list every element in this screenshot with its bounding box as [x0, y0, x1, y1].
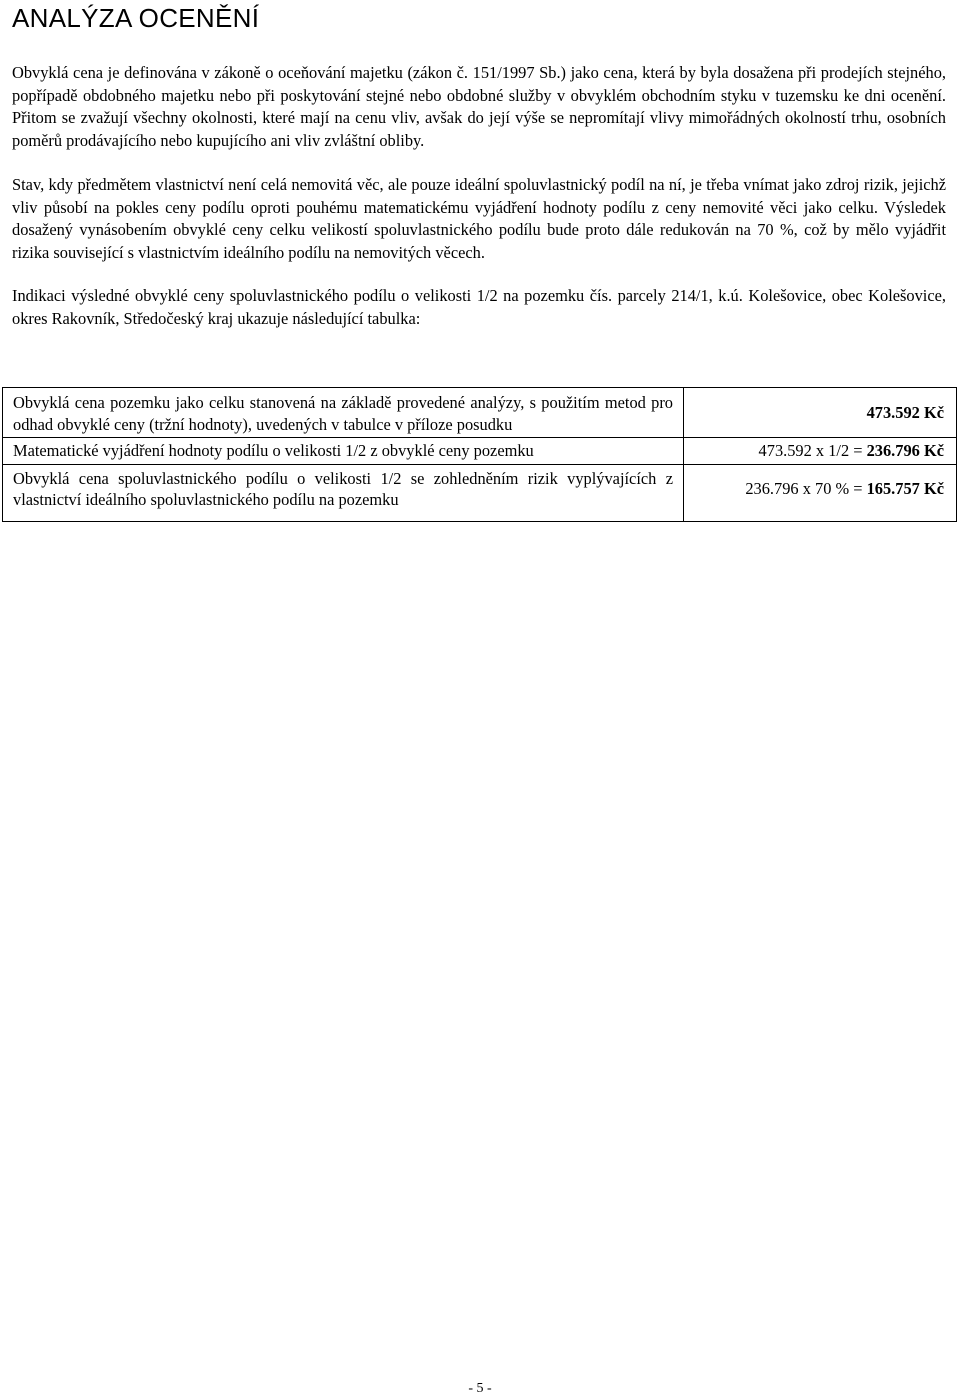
paragraph-definition: Obvyklá cena je definována v zákoně o oceňování majetku (zákon č. 151/1997 Sb.) jako cena, která by byla dosažena při prodejích stejného, popřípadě obdobného majetku nebo při poskytování stejné nebo obdobné služby v obvyklém obchodním styku v tuzemsku ke dni ocenění. Přitom se zvažují všechny okolnosti, které mají na cenu vliv, avšak do její výše se nepromítají vlivy mimořádných okolností trhu, osobních poměrů prodávajícího nebo kupujícího ani vliv zvláštní obliby. — [12, 63, 946, 150]
table-cell-description: Matematické vyjádření hodnoty podílu o velikosti 1/2 z obvyklé ceny pozemku — [3, 438, 684, 465]
value-result: 236.796 Kč — [866, 441, 944, 460]
value-result: 165.757 Kč — [866, 479, 944, 499]
table-row — [3, 388, 957, 438]
valuation-table — [2, 387, 957, 522]
value-prefix: 473.592 x 1/2 = — [758, 441, 867, 460]
table-cell-value — [684, 464, 957, 521]
paragraph-co-ownership-risk: Stav, kdy předmětem vlastnictví není celá nemovitá věc, ale pouze ideální spoluvlastnický podíl na ní, je třeba vnímat jako zdroj rizik, jejichž vliv působí na pokles ceny podílu oproti pouhému matematickému vyjádření hodnoty podílu z ceny nemovité věci jako celku. Výsledek dosažený vynásobením obvyklé ceny celku velikostí spoluvlastnického podílu bude proto dále redukován na 70 %, což by mělo vyjádřit rizika související s vlastnictvím ideálního podílu na nemovitých věcech. — [12, 175, 946, 262]
page-heading: ANALÝZA OCENĚNÍ — [12, 3, 260, 33]
table-cell-value — [684, 438, 957, 465]
table-cell-description: Obvyklá cena pozemku jako celku stanovená na základě provedené analýzy, s použitím metod pro odhad obvyklé ceny (tržní hodnoty), uvedených v tabulce v příloze posudku — [3, 388, 684, 438]
value-prefix: 236.796 x 70 % = — [745, 479, 867, 499]
paragraph-table-intro: Indikaci výsledné obvyklé ceny spoluvlastnického podílu o velikosti 1/2 na pozemku čís. parcely 214/1, k.ú. Kolešovice, obec Kolešovice, okres Rakovník, Středočeský kraj ukazuje následující tabulka: — [12, 286, 946, 328]
table-cell-description: Obvyklá cena spoluvlastnického podílu o velikosti 1/2 se zohledněním rizik vyplývajících z vlastnictví ideálního spoluvlastnického podílu na pozemku — [3, 464, 684, 521]
document-page — [12, 0, 946, 330]
page-number: - 5 - — [468, 1381, 492, 1396]
value-result: 473.592 Kč — [866, 402, 944, 422]
table-row — [3, 464, 957, 521]
table-row — [3, 438, 957, 465]
table-cell-value — [684, 388, 957, 438]
